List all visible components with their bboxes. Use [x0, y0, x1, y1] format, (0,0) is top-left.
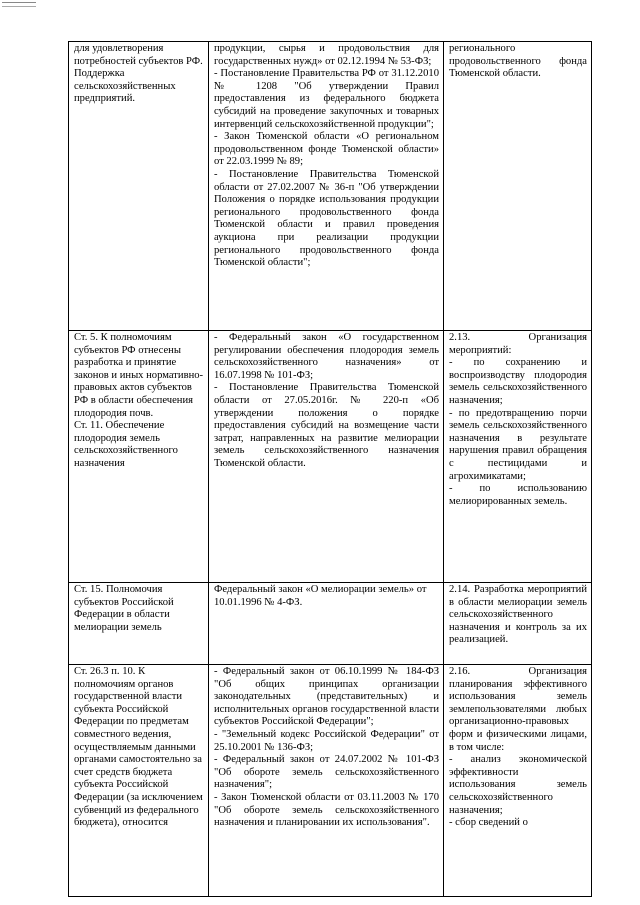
- table-cell-legal-acts: [209, 665, 444, 897]
- paragraph: для удовлетворения потребностей субъектов РФ.: [74, 43, 203, 67]
- table-row: [69, 665, 592, 897]
- paragraph: Поддержка сельскохозяйственных предприятий.: [74, 68, 176, 105]
- table-cell-authority: [69, 42, 209, 331]
- table-row: [69, 583, 592, 665]
- table-cell-functions: [444, 331, 592, 583]
- paragraph: Федеральный закон «О мелиорации земель» от 10.01.1996 № 4-ФЗ.: [214, 584, 427, 608]
- paragraph: - по предотвращению порчи земель сельскохозяйственного назначения в результате нарушения правил обращения с пестицидами и агрохимикатами;: [449, 407, 587, 482]
- table-row: [69, 42, 592, 331]
- paragraph: - Закон Тюменской области «О региональном продовольственном фонде Тюменской области» от 22.03.1999 № 89;: [214, 131, 439, 168]
- legislation-table: [68, 41, 592, 897]
- paragraph: 2.14. Разработка мероприятий в области мелиорации земель сельскохозяйственного назначения и контроль за их реализацией.: [449, 584, 587, 646]
- paragraph: 2.16. Организация планирования эффективного использования земель землепользователями любых организационно-правовых форм и физическими лицами, в том числе:: [449, 666, 587, 753]
- paragraph: Ст. 11. Обеспечение плодородия земель сельскохозяйственного назначения: [74, 420, 178, 469]
- table-cell-functions: [444, 42, 592, 331]
- paragraph: - Федеральный закон от 24.07.2002 № 101-ФЗ "Об обороте земель сельскохозяйственного назначения";: [214, 754, 439, 791]
- table-row: [69, 331, 592, 583]
- paragraph: - анализ экономической эффективности использования земель сельскохозяйственного назначения;: [449, 754, 587, 816]
- paragraph: - Федеральный закон от 06.10.1999 № 184-ФЗ "Об общих принципах организации законодательных (представительных) и исполнительных органов государственной власти субъектов Российской Федерации";: [214, 666, 439, 728]
- paragraph: - Постановление Правительства Тюменской области от 27.05.2016г. № 220-п «Об утверждении положения о порядке предоставления субсидий на возмещение части затрат, направленных на развитие мелиорации земель сельскохозяйственного назначения Тюменской области.: [214, 382, 439, 469]
- paragraph: Ст. 26.3 п. 10. К полномочиям органов государственной власти субъекта Российской Федерации по предметам совместного ведения, осуществляемым данными органами самостоятельно за счет средств бюджета субъекта Российской Федерации (за исключением субвенций из федерального бюджета), относится: [74, 666, 203, 829]
- paragraph: продукции, сырья и продовольствия для государственных нужд» от 02.12.1994 № 53-ФЗ;: [214, 43, 439, 67]
- paragraph: - "Земельный кодекс Российской Федерации" от 25.10.2001 № 136-ФЗ;: [214, 728, 439, 753]
- paragraph: Ст. 5. К полномочиям субъектов РФ отнесены разработка и принятие законов и иных нормативно-правовых актов субъектов РФ в области обеспечения плодородия почв.: [74, 332, 204, 419]
- paragraph: - по сохранению и воспроизводству плодородия земель сельскохозяйственного назначения;: [449, 357, 587, 406]
- table-cell-functions: [444, 665, 592, 897]
- paragraph: - Закон Тюменской области от 03.11.2003 № 170 "Об обороте земель сельскохозяйственного назначения и планировании их использования".: [214, 791, 439, 829]
- table-cell-authority: [69, 665, 209, 897]
- scan-corner-mark: [2, 2, 36, 7]
- paragraph: - по использованию мелиорированных земель.: [449, 483, 587, 507]
- paragraph: Ст. 15. Полномочия субъектов Российской Федерации в области мелиорации земель: [74, 584, 174, 633]
- paragraph: - Постановление Правительства РФ от 31.12.2010 № 1208 "Об утверждении Правил предоставления из федерального бюджета субсидий на проведение закупочных и товарных интервенций сельскохозяйственной продукции";: [214, 68, 439, 130]
- paragraph: - Федеральный закон «О государственном регулировании обеспечения плодородия земель сельскохозяйственного назначения» от 16.07.1998 № 101-ФЗ;: [214, 332, 439, 381]
- paragraph: - Постановление Правительства Тюменской области от 27.02.2007 № 36-п "Об утверждении Положения о порядке использования продукции регионального продовольственного фонда Тюменской области и правил проведения аукциона при реализации продукции регионального продовольственного фонда Тюменской области";: [214, 168, 439, 269]
- table-cell-authority: [69, 331, 209, 583]
- table-cell-authority: [69, 583, 209, 665]
- table-cell-legal-acts: [209, 331, 444, 583]
- table-cell-legal-acts: [209, 583, 444, 665]
- paragraph: - сбор сведений о: [449, 817, 528, 829]
- table-cell-legal-acts: [209, 42, 444, 331]
- paragraph: 2.13. Организация мероприятий:: [449, 332, 587, 356]
- table-cell-functions: [444, 583, 592, 665]
- paragraph: регионального продовольственного фонда Тюменской области.: [449, 43, 587, 80]
